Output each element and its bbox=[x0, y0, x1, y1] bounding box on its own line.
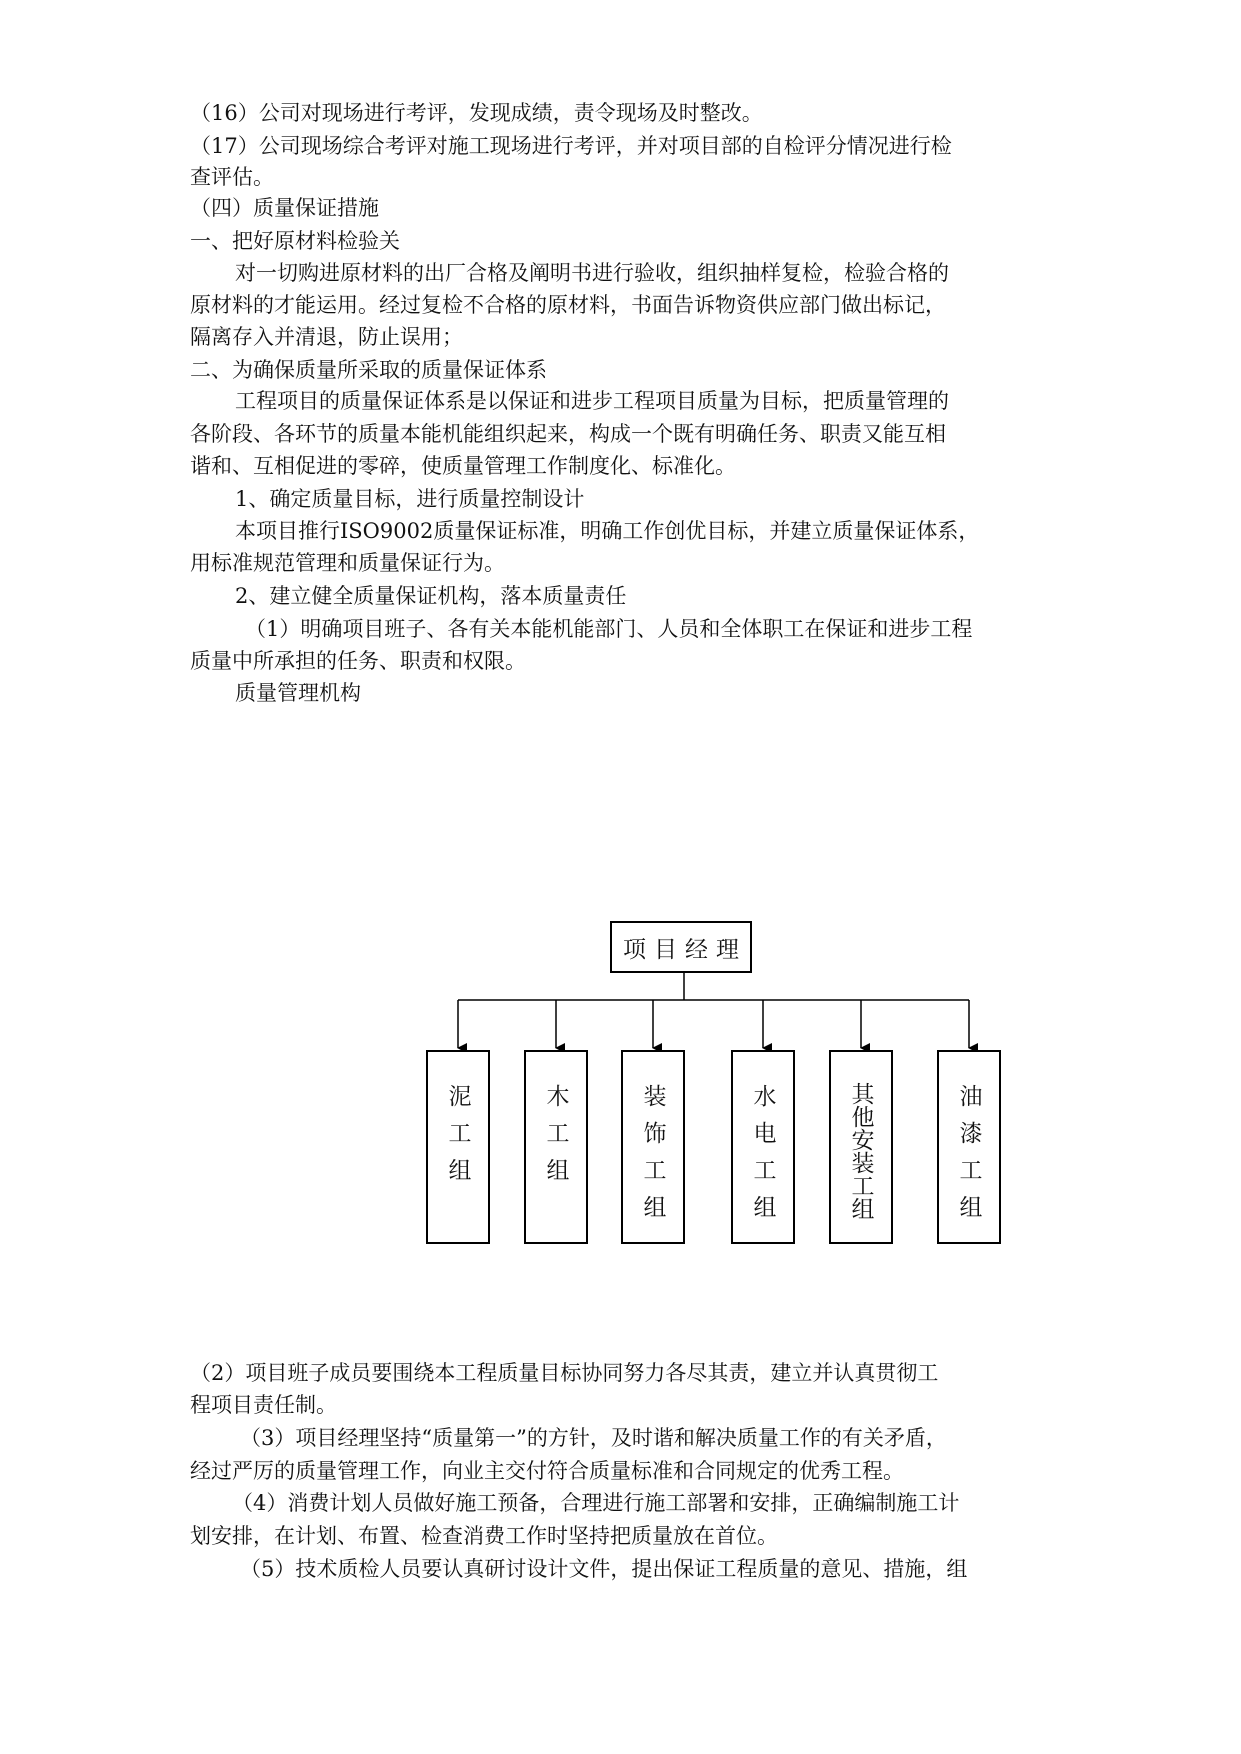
section-heading: 一、把好原材料检验关 bbox=[190, 229, 400, 253]
text-line: 工程项目的质量保证体系是以保证和进步工程项目质量为目标，把质量管理的 bbox=[235, 389, 949, 413]
text-line: （4）消费计划人员做好施工预备，合理进行施工部署和安排，正确编制施工计 bbox=[232, 1491, 960, 1515]
group-box-painting bbox=[937, 1050, 1001, 1244]
group-box-plumbing-electrical bbox=[731, 1050, 795, 1244]
text-line: 原材料的才能运用。经过复检不合格的原材料，书面告诉物资供应部门做出标记， bbox=[190, 293, 946, 317]
subheading: 1、确定质量目标，进行质量控制设计 bbox=[235, 487, 585, 511]
text-line: 查评估。 bbox=[190, 165, 274, 189]
group-label: 水电工组 bbox=[749, 1084, 776, 1232]
text-line: （16）公司对现场进行考评，发现成绩，责令现场及时整改。 bbox=[190, 101, 763, 125]
group-box-masonry bbox=[426, 1050, 490, 1244]
text-line: （2）项目班子成员要围绕本工程质量目标协同努力各尽其责，建立并认真贯彻工 bbox=[190, 1361, 939, 1385]
text-line: 质量中所承担的任务、职责和权限。 bbox=[190, 649, 526, 673]
group-label: 木工组 bbox=[542, 1084, 569, 1195]
group-label: 装饰工组 bbox=[639, 1084, 666, 1232]
group-box-other-installation bbox=[829, 1050, 893, 1244]
text-line: 隔离存入并清退，防止误用； bbox=[190, 325, 463, 349]
project-manager-box: 项目经理 bbox=[610, 921, 752, 973]
group-label: 油漆工组 bbox=[955, 1084, 982, 1232]
text-line: （5）技术质检人员要认真研讨设计文件，提出保证工程质量的意见、措施，组 bbox=[240, 1557, 968, 1581]
text-line: 用标准规范管理和质量保证行为。 bbox=[190, 551, 505, 575]
text-line: 本项目推行ISO9002质量保证标准，明确工作创优目标，并建立质量保证体系， bbox=[235, 519, 980, 543]
group-label: 其他安装工组 bbox=[847, 1082, 874, 1220]
section-heading: （四）质量保证措施 bbox=[190, 196, 379, 220]
text-line: 经过严厉的质量管理工作，向业主交付符合质量标准和合同规定的优秀工程。 bbox=[190, 1459, 904, 1483]
text-line: 划安排，在计划、布置、检查消费工作时坚持把质量放在首位。 bbox=[190, 1524, 778, 1548]
text-line: （3）项目经理坚持“质量第一”的方针，及时谐和解决质量工作的有关矛盾， bbox=[240, 1426, 947, 1450]
group-label: 泥工组 bbox=[444, 1084, 471, 1195]
section-heading: 二、为确保质量所采取的质量保证体系 bbox=[190, 358, 547, 382]
text-line: （17）公司现场综合考评对施工现场进行考评，并对项目部的自检评分情况进行检 bbox=[190, 134, 952, 158]
chart-caption: 质量管理机构 bbox=[235, 681, 361, 705]
text-line: 各阶段、各环节的质量本能机能组织起来，构成一个既有明确任务、职责又能互相 bbox=[190, 422, 946, 446]
text-line: （1）明确项目班子、各有关本能机能部门、人员和全体职工在保证和进步工程 bbox=[245, 617, 973, 641]
text-line: 程项目责任制。 bbox=[190, 1393, 337, 1417]
text-line: 对一切购进原材料的出厂合格及阐明书进行验收，组织抽样复检，检验合格的 bbox=[235, 261, 949, 285]
group-box-carpentry bbox=[524, 1050, 588, 1244]
group-box-decoration bbox=[621, 1050, 685, 1244]
text-line: 谐和、互相促进的零碎，使质量管理工作制度化、标准化。 bbox=[190, 454, 736, 478]
subheading: 2、建立健全质量保证机构，落本质量责任 bbox=[235, 584, 627, 608]
